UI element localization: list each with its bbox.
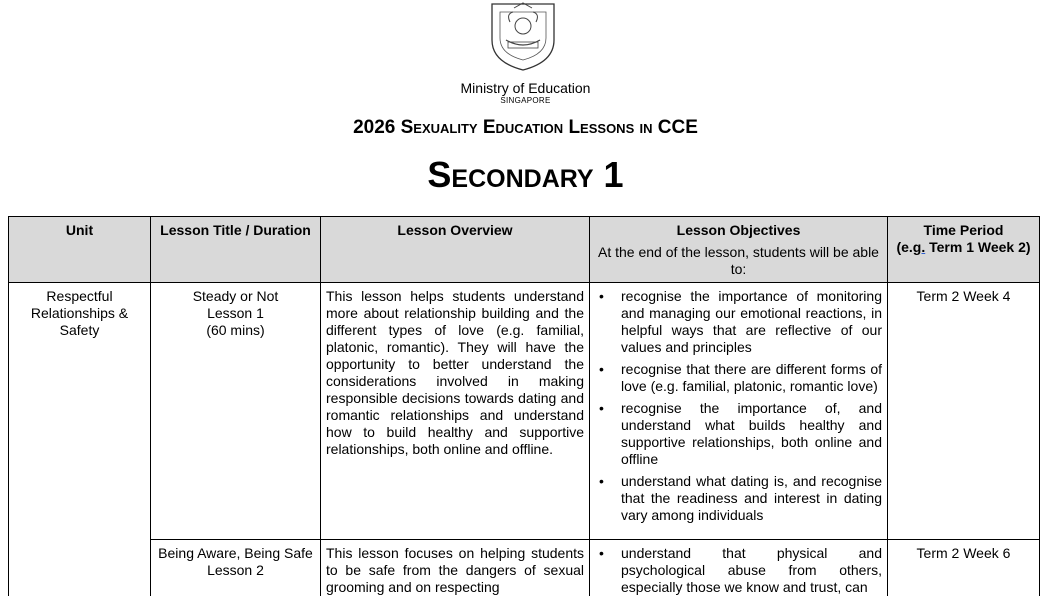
time-period-note-eg: g. bbox=[912, 239, 926, 255]
header-overview: Lesson Overview bbox=[321, 217, 590, 283]
lesson-duration: (60 mins) bbox=[206, 322, 265, 338]
ministry-name: Ministry of Education bbox=[460, 80, 591, 96]
table-header-row bbox=[9, 217, 1040, 283]
list-item: • recognise the importance of monitoring and managing our emotional reactions, in helpful ways that are reflective of our values and principles bbox=[595, 288, 882, 356]
lesson-number: Lesson 1 bbox=[207, 305, 264, 321]
lesson-overview: This lesson helps students understand more about relationship building and the different types of love (e.g. familial, platonic, romantic). They will have the opportunity to better understand the considerations involved in making responsible decisions towards dating and romantic relationships and understand how to build healthy and supportive relationships, both online and offline. bbox=[321, 283, 590, 540]
lesson-objectives-cell bbox=[590, 283, 888, 540]
objectives-list bbox=[595, 288, 882, 524]
lessons-table bbox=[8, 216, 1040, 596]
lesson-title: Steady or Not bbox=[192, 288, 279, 304]
table-row bbox=[9, 283, 1040, 540]
lesson-number: Lesson 2 bbox=[207, 562, 264, 578]
time-period-cell: Term 2 Week 6 bbox=[888, 540, 1040, 596]
time-period-note-open: (e. bbox=[896, 239, 913, 255]
lesson-title-cell bbox=[151, 540, 321, 596]
time-period-cell: Term 2 Week 4 bbox=[888, 283, 1040, 540]
list-item: • recognise that there are different forms of love (e.g. familial, platonic, romantic love) bbox=[595, 361, 882, 395]
unit-cell bbox=[9, 283, 151, 596]
header-objectives bbox=[590, 217, 888, 283]
lesson-objectives-cell bbox=[590, 540, 888, 596]
header-time-period-note bbox=[896, 239, 1030, 255]
ministry-country: SINGAPORE bbox=[500, 96, 551, 105]
header-objectives-sub: At the end of the lesson, students will be able to: bbox=[598, 244, 879, 277]
unit-label: Respectful Relationships & Safety bbox=[30, 288, 129, 338]
lesson-title-cell bbox=[151, 283, 321, 540]
table-row bbox=[9, 540, 1040, 596]
objectives-list bbox=[595, 545, 882, 596]
list-item: • recognise the importance of, and understand what builds healthy and supportive relationships, both online and offline bbox=[595, 400, 882, 468]
list-item: • understand that physical and psychological abuse from others, especially those we know and trust, can bbox=[595, 545, 882, 596]
header-lesson-title: Lesson Title / Duration bbox=[151, 217, 321, 283]
header-time-period bbox=[888, 217, 1040, 283]
time-period-note-rest: Term 1 Week 2) bbox=[925, 239, 1031, 255]
header-time-period-label: Time Period bbox=[923, 222, 1004, 238]
header-unit: Unit bbox=[9, 217, 151, 283]
list-item: • understand what dating is, and recognise that the readiness and interest in dating vary among individuals bbox=[595, 473, 882, 524]
moe-crest-icon bbox=[486, 0, 560, 72]
header-objectives-label: Lesson Objectives bbox=[676, 222, 801, 238]
lesson-title: Being Aware, Being Safe bbox=[158, 545, 313, 561]
document-title: 2026 Sexuality Education Lessons in CCE bbox=[353, 117, 698, 138]
level-title: Secondary 1 bbox=[427, 154, 624, 195]
lesson-overview: This lesson focuses on helping students to be safe from the dangers of sexual grooming and on respecting bbox=[321, 540, 590, 596]
